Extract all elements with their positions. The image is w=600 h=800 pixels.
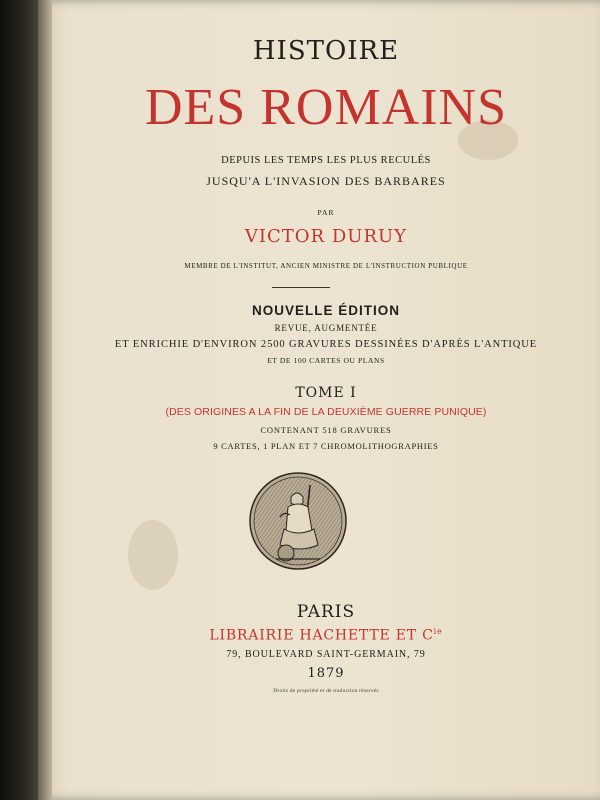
volume-scope: (DES ORIGINES A LA FIN DE LA DEUXIÈME GUERRE PUNIQUE) — [165, 406, 487, 418]
edition-revised: REVUE, AUGMENTÉE — [274, 323, 378, 333]
publisher-name: LIBRAIRIE HACHETTE ET C — [209, 627, 434, 644]
roman-medallion-seated-figure-icon — [248, 471, 348, 571]
publisher-superscript: ie — [433, 627, 443, 636]
imprint-year: 1879 — [307, 666, 345, 681]
edition-enriched: ET ENRICHIE D'ENVIRON 2500 GRAVURES DESSINÉES D'APRÈS L'ANTIQUE — [114, 339, 538, 350]
title-line-2: DES ROMAINS — [144, 79, 508, 136]
subtitle-line-2: JUSQU'A L'INVASION DES BARBARES — [206, 174, 446, 188]
divider-rule — [272, 287, 330, 288]
rights-notice: Droits de propriété et de traduction réservés — [273, 688, 379, 694]
page-gutter — [38, 0, 52, 800]
volume-extras: 9 CARTES, 1 PLAN ET 7 CHROMOLITHOGRAPHIES — [213, 441, 439, 451]
author-affiliation: MEMBRE DE L'INSTITUT, ANCIEN MINISTRE DE L'INSTRUCTION PUBLIQUE — [184, 262, 468, 270]
imprint-address: 79, BOULEVARD SAINT-GERMAIN, 79 — [226, 649, 426, 660]
volume-label: TOME I — [295, 385, 357, 401]
by-label: PAR — [317, 208, 335, 217]
volume-engravings: CONTENANT 518 GRAVURES — [260, 425, 392, 435]
author-name: VICTOR DURUY — [244, 226, 408, 247]
edition-label: NOUVELLE ÉDITION — [251, 303, 400, 318]
edition-maps: ET DE 100 CARTES OU PLANS — [267, 356, 385, 365]
book-binding — [0, 0, 38, 800]
title-line-1: HISTOIRE — [252, 36, 400, 66]
imprint-publisher — [52, 627, 600, 644]
subtitle-line-1: DEPUIS LES TEMPS LES PLUS RECULÉS — [221, 155, 431, 166]
imprint-city: PARIS — [296, 602, 356, 622]
